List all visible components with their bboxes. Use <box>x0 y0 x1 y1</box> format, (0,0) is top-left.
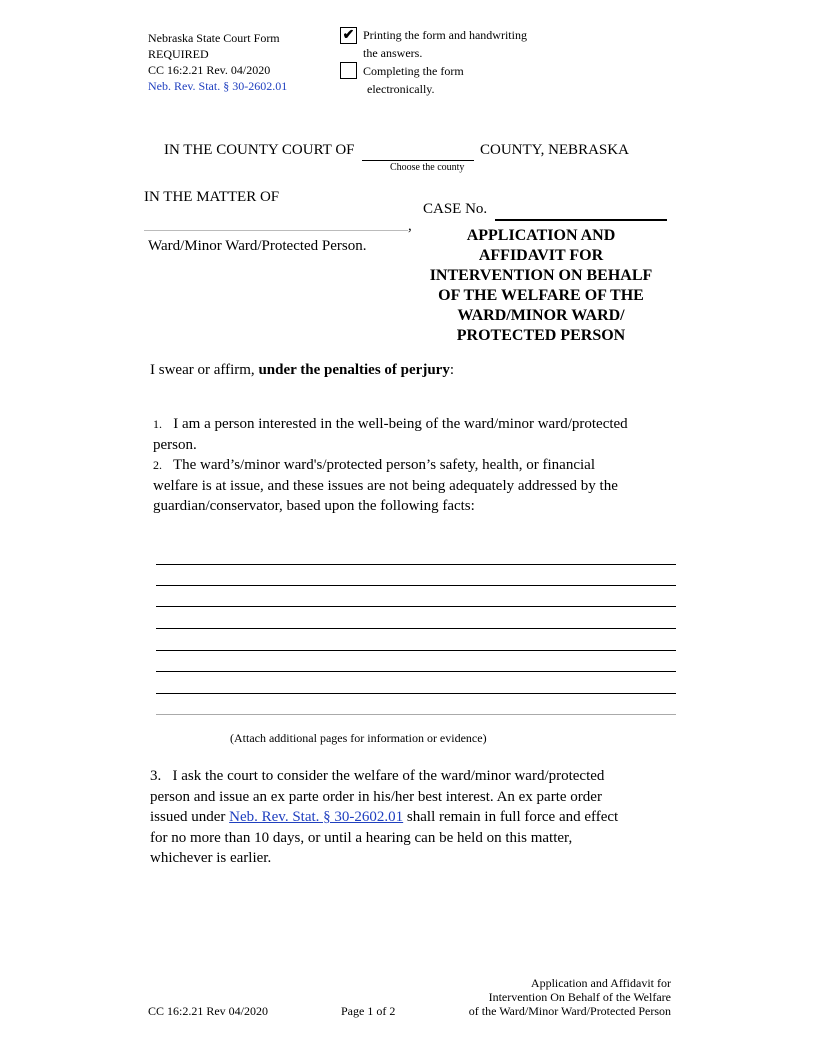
printing-option-label: Printing the form and handwriting <box>363 28 527 42</box>
footer-code: CC 16:2.21 Rev 04/2020 <box>148 1004 269 1018</box>
item-text: welfare is at issue, and these issues are not being adequately addressed by the <box>153 477 618 494</box>
printing-option-checkbox[interactable] <box>340 27 357 44</box>
item-text: I am a person interested in the well-being of the ward/minor ward/protected <box>173 416 628 432</box>
footer-title-line: Intervention On Behalf of the Welfare <box>488 990 671 1004</box>
item-1 <box>153 414 693 455</box>
court-suffix: COUNTY, NEBRASKA <box>480 142 629 158</box>
matter-comma: , <box>408 218 412 234</box>
item-number: 3. <box>150 768 162 784</box>
case-number-field[interactable] <box>495 199 667 221</box>
facts-line[interactable] <box>156 564 676 565</box>
oath-statement <box>150 360 454 380</box>
item-text: guardian/conservator, based upon the following facts: <box>153 498 475 514</box>
electronic-option-checkbox[interactable] <box>340 62 357 79</box>
facts-line[interactable] <box>156 714 676 715</box>
form-header <box>148 30 287 94</box>
document-title <box>410 226 672 346</box>
matter-name-field[interactable] <box>144 230 408 231</box>
title-line: APPLICATION AND <box>466 227 616 244</box>
electronic-option-label: Completing the form <box>363 64 464 78</box>
item-3 <box>150 766 695 869</box>
item-number: 2. <box>153 458 162 472</box>
form-name: Nebraska State Court Form <box>148 31 280 45</box>
facts-line[interactable] <box>156 585 676 586</box>
printing-option-label-2: the answers. <box>363 46 423 60</box>
title-line: INTERVENTION ON BEHALF <box>429 267 653 284</box>
form-code: CC 16:2.21 Rev. 04/2020 <box>148 63 271 77</box>
check-icon: ✔ <box>342 28 355 43</box>
county-hint: Choose the county <box>390 162 465 173</box>
attach-note: (Attach additional pages for information or evidence) <box>230 731 487 745</box>
page-number: Page 1 of 2 <box>341 1004 396 1018</box>
facts-line[interactable] <box>156 650 676 651</box>
court-line <box>164 140 629 161</box>
matter-label: IN THE MATTER OF <box>144 189 280 205</box>
item-text: person. <box>153 436 197 453</box>
court-prefix: IN THE COUNTY COURT OF <box>164 142 355 158</box>
item-2 <box>153 455 693 517</box>
title-line: AFFIDAVIT FOR <box>478 247 604 264</box>
oath-bold: under the penalties of perjury <box>258 362 450 378</box>
footer-title <box>469 976 671 1018</box>
county-field[interactable] <box>362 140 474 161</box>
facts-line[interactable] <box>156 693 676 694</box>
oath-suffix: : <box>449 362 454 378</box>
item-text: person and issue an ex parte order in his/her best interest. An ex parte order <box>150 788 602 805</box>
statute-link[interactable]: Neb. Rev. Stat. § 30-2602.01 <box>229 809 404 825</box>
ward-label: Ward/Minor Ward/Protected Person. <box>148 238 367 254</box>
case-label: CASE No. <box>423 201 488 217</box>
item-text: shall remain in full force and effect <box>406 809 619 825</box>
title-line: OF THE WELFARE OF THE <box>438 287 644 304</box>
item-text: whichever is earlier. <box>150 850 272 866</box>
item-text: I ask the court to consider the welfare of the ward/minor ward/protected <box>172 768 605 784</box>
item-text: The ward’s/minor ward's/protected person’s safety, health, or financial <box>172 457 595 473</box>
facts-line[interactable] <box>156 606 676 607</box>
title-line: WARD/MINOR WARD/ <box>457 307 625 324</box>
statute-reference: Neb. Rev. Stat. § 30-2602.01 <box>148 79 288 93</box>
footer-title-line: of the Ward/Minor Ward/Protected Person <box>468 1004 671 1018</box>
title-line: PROTECTED PERSON <box>456 327 626 344</box>
item-number: 1. <box>153 417 162 431</box>
case-number-line <box>423 199 667 221</box>
oath-prefix: I swear or affirm, <box>150 362 255 378</box>
item-text: issued under <box>150 809 226 825</box>
item-text: for no more than 10 days, or until a hearing can be held on this matter, <box>150 829 573 846</box>
footer-title-line: Application and Affidavit for <box>530 976 671 990</box>
facts-line[interactable] <box>156 628 676 629</box>
electronic-option-label-2: electronically. <box>367 82 435 96</box>
facts-line[interactable] <box>156 671 676 672</box>
required-label: REQUIRED <box>148 47 209 61</box>
